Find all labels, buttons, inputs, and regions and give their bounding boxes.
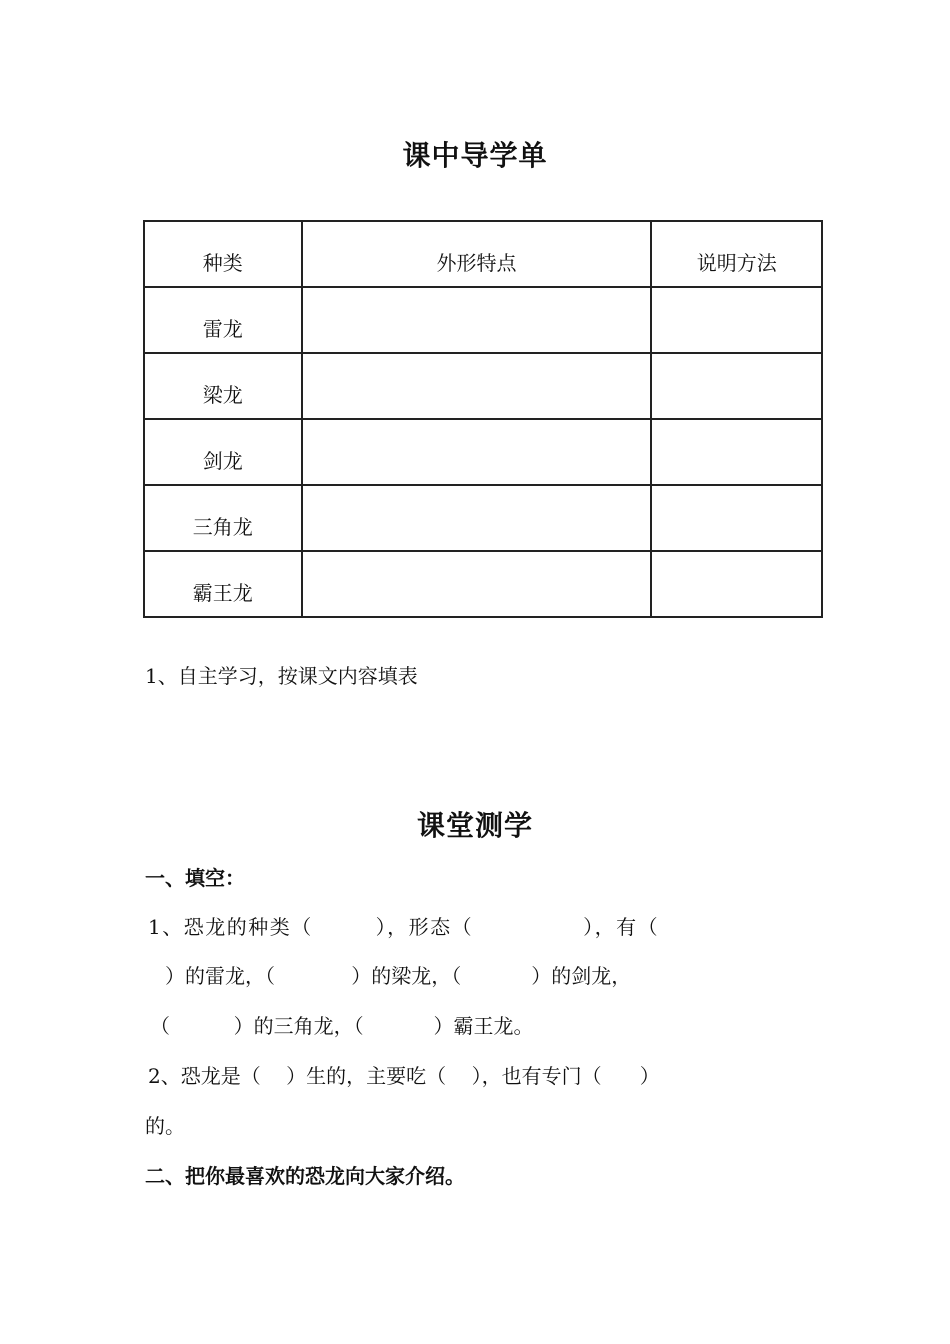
guide-instruction: 1、自主学习，按课文内容填表 xyxy=(145,664,418,688)
section1-heading: 一、填空： xyxy=(145,866,245,890)
empty-cell[interactable] xyxy=(651,353,822,419)
header-cell-type: 种类 xyxy=(144,221,302,287)
guide-table xyxy=(143,220,823,618)
empty-cell[interactable] xyxy=(302,551,652,617)
row-label: 霸王龙 xyxy=(144,551,302,617)
quiz-title: 课堂测学 xyxy=(416,809,533,842)
header-cell-method: 说明方法 xyxy=(651,221,822,287)
empty-cell[interactable] xyxy=(302,485,652,551)
empty-cell[interactable] xyxy=(651,485,822,551)
table-row xyxy=(144,287,822,353)
question2-line2: 的。 xyxy=(145,1114,185,1138)
section2-heading: 二、把你最喜欢的恐龙向大家介绍。 xyxy=(145,1164,465,1188)
table-header-row xyxy=(144,221,822,287)
table-row xyxy=(144,419,822,485)
question1-line1: 1、恐龙的种类（ ），形态（ ），有（ xyxy=(148,915,660,939)
table-row xyxy=(144,353,822,419)
header-cell-appearance: 外形特点 xyxy=(302,221,652,287)
row-label: 雷龙 xyxy=(144,287,302,353)
row-label: 剑龙 xyxy=(144,419,302,485)
empty-cell[interactable] xyxy=(651,551,822,617)
row-label: 三角龙 xyxy=(144,485,302,551)
table-row xyxy=(144,485,822,551)
empty-cell[interactable] xyxy=(302,419,652,485)
table-row xyxy=(144,551,822,617)
empty-cell[interactable] xyxy=(651,419,822,485)
guide-title: 课中导学单 xyxy=(402,139,548,172)
empty-cell[interactable] xyxy=(302,287,652,353)
question1-line3: （ ）的三角龙，（ ）霸王龙。 xyxy=(150,1014,534,1038)
empty-cell[interactable] xyxy=(651,287,822,353)
row-label: 梁龙 xyxy=(144,353,302,419)
empty-cell[interactable] xyxy=(302,353,652,419)
question2-line1: 2、恐龙是（ ）生的，主要吃（ ），也有专门（ ） xyxy=(148,1064,660,1088)
question1-line2: ）的雷龙，（ ）的梁龙，（ ）的剑龙， xyxy=(165,964,632,988)
